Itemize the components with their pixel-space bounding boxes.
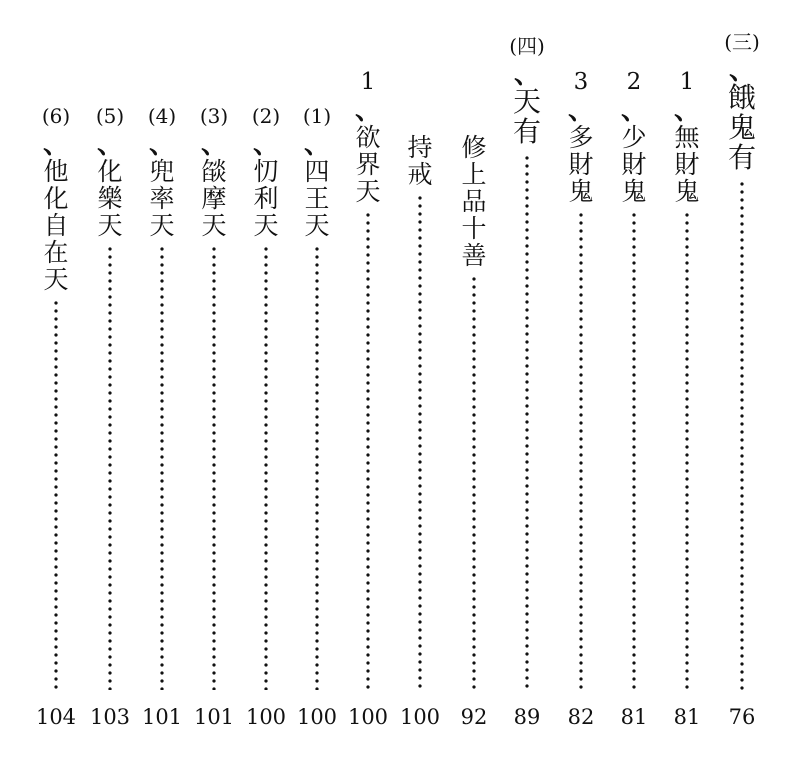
entry-marker: 3 [573,69,589,95]
entry-marker: (6) [41,104,71,128]
toc-entry [722,26,762,690]
title-glyph: 化 [97,157,123,186]
title-glyph: 天 [43,265,69,294]
entry-title [149,158,174,239]
title-glyph: 多 [568,123,594,152]
dot-leader [264,245,268,690]
enumeration-comma: 、 [567,96,594,126]
toc-entry [454,134,494,690]
title-glyph: 四 [304,157,330,186]
title-glyph: 天 [512,85,541,118]
toc-entry [142,100,182,690]
entry-marker: (三) [724,30,760,54]
title-glyph: 財 [568,150,594,179]
title-glyph: 修 [461,133,487,162]
title-glyph: 有 [512,115,541,148]
enumeration-comma: 、 [673,96,700,126]
dot-leader [418,194,422,690]
toc-entry [507,30,547,690]
page-number: 81 [673,705,701,729]
toc-entry [667,66,707,690]
page-number: 76 [728,705,756,729]
entry-title [568,124,593,205]
title-glyph: 自 [43,211,69,240]
enumeration-comma: 、 [252,130,279,160]
page-number: 100 [296,705,338,729]
enumeration-comma: 、 [200,130,227,160]
enumeration-comma: 、 [620,96,647,126]
entry-title [43,158,68,293]
title-glyph: 利 [253,184,279,213]
dot-leader [740,180,744,690]
dot-leader [632,211,636,690]
toc-entry [90,100,130,690]
toc-entry [194,100,234,690]
dot-leader [212,245,216,690]
title-glyph: 兜 [149,157,175,186]
entry-title [355,124,380,205]
entry-title [97,158,122,239]
entry-title [512,85,541,148]
title-glyph: 天 [304,211,330,240]
entry-marker: (4) [147,104,177,128]
toc-entry [36,100,76,690]
page-number: 81 [620,705,648,729]
entry-title [304,158,329,239]
title-glyph: 摩 [201,184,227,213]
title-glyph: 他 [43,157,69,186]
title-glyph: 率 [149,184,175,213]
toc-entry [348,66,388,690]
title-glyph: 天 [253,211,279,240]
entry-title [461,134,486,269]
entry-title [674,124,699,205]
entry-title [253,158,278,239]
entry-marker: (2) [251,104,281,128]
page-number: 101 [193,705,235,729]
page-number: 103 [89,705,131,729]
entry-marker: 2 [626,69,642,95]
page-number: 92 [460,705,488,729]
title-glyph: 上 [461,160,487,189]
title-glyph: 戒 [407,160,433,189]
title-glyph: 鬼 [727,111,756,144]
title-glyph: 財 [674,150,700,179]
entry-marker: (1) [302,104,332,128]
page-number: 101 [141,705,183,729]
title-glyph: 界 [355,150,381,179]
toc-entry [246,100,286,690]
title-glyph: 在 [43,238,69,267]
entry-title [621,124,646,205]
entry-marker: (3) [199,104,229,128]
toc-entry [400,134,440,690]
title-glyph: 忉 [253,157,279,186]
title-glyph: 品 [461,187,487,216]
dot-leader [54,299,58,690]
title-glyph: 化 [43,184,69,213]
page-number: 100 [399,705,441,729]
dot-leader [160,245,164,690]
enumeration-comma: 、 [148,130,175,160]
title-glyph: 財 [621,150,647,179]
dot-leader [366,211,370,690]
title-glyph: 有 [727,141,756,174]
page-number: 100 [245,705,287,729]
page-number: 82 [567,705,595,729]
title-glyph: 無 [674,123,700,152]
enumeration-comma: 、 [303,130,330,160]
title-glyph: 燄 [201,157,227,186]
dot-leader [525,154,529,690]
entry-marker: 1 [360,69,376,95]
title-glyph: 天 [201,211,227,240]
title-glyph: 持 [407,133,433,162]
entry-marker: (四) [509,34,545,58]
entry-marker: (5) [95,104,125,128]
enumeration-comma: 、 [513,60,540,90]
toc-entry [561,66,601,690]
entry-title [727,81,756,174]
title-glyph: 善 [461,241,487,270]
title-glyph: 天 [97,211,123,240]
title-glyph: 鬼 [621,177,647,206]
toc-entry [614,66,654,690]
dot-leader [685,211,689,690]
page-number: 104 [35,705,77,729]
title-glyph: 鬼 [568,177,594,206]
dot-leader [472,275,476,690]
page-number: 100 [347,705,389,729]
title-glyph: 鬼 [674,177,700,206]
entry-title [201,158,226,239]
title-glyph: 少 [621,123,647,152]
enumeration-comma: 、 [354,96,381,126]
title-glyph: 餓 [727,81,756,114]
enumeration-comma: 、 [96,130,123,160]
page-number: 89 [513,705,541,729]
enumeration-comma: 、 [728,56,755,86]
title-glyph: 欲 [355,123,381,152]
dot-leader [315,245,319,690]
dot-leader [579,211,583,690]
dot-leader [108,245,112,690]
title-glyph: 十 [461,214,487,243]
toc-entry [297,100,337,690]
entry-title [407,134,432,188]
title-glyph: 天 [149,211,175,240]
entry-marker: 1 [679,69,695,95]
title-glyph: 樂 [97,184,123,213]
enumeration-comma: 、 [42,130,69,160]
title-glyph: 天 [355,177,381,206]
title-glyph: 王 [304,184,330,213]
